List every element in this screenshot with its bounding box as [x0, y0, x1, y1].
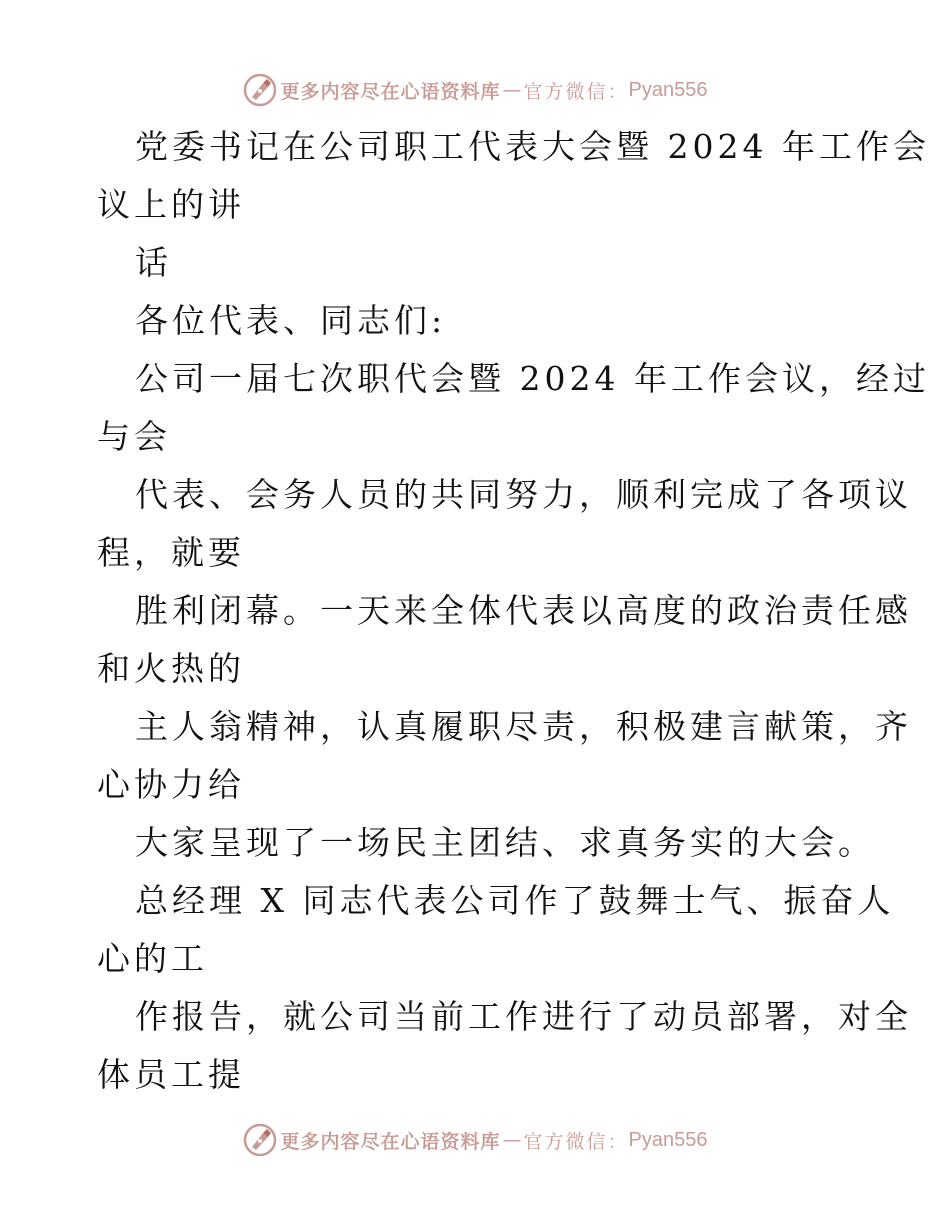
watermark-wechat-id: Pyan556: [628, 1128, 708, 1151]
pen-nib-logo-icon: [243, 1123, 277, 1157]
text-line: 主人翁精神，认真履职尽责，积极建言献策，齐: [135, 707, 912, 746]
watermark-wechat-id: Pyan556: [628, 78, 708, 101]
text-line: 心协力给: [97, 765, 245, 804]
watermark-wechat-label: 官方微信：: [523, 80, 629, 103]
text-line: 心的工: [97, 939, 208, 978]
watermark-brand: 更多内容尽在心语资料库: [280, 80, 501, 103]
pen-nib-logo-icon: [243, 73, 277, 107]
document-body: [97, 118, 930, 1104]
text-line: 议上的讲: [97, 185, 245, 224]
watermark-separator: —: [502, 79, 522, 101]
text-line: 与会: [97, 417, 171, 456]
text-line: 话: [135, 243, 172, 282]
text-line: 党委书记在公司职工代表大会暨 2024 年工作会: [135, 127, 930, 166]
text-line: 大家呈现了一场民主团结、求真务实的大会。: [135, 823, 875, 862]
watermark-footer: [0, 1120, 950, 1160]
text-line: 和火热的: [97, 649, 245, 688]
text-line: 作报告，就公司当前工作进行了动员部署，对全: [135, 997, 912, 1036]
text-line: 代表、会务人员的共同努力，顺利完成了各项议: [135, 475, 912, 514]
text-line: 胜利闭幕。一天来全体代表以高度的政治责任感: [135, 591, 912, 630]
watermark-brand: 更多内容尽在心语资料库: [280, 1130, 501, 1153]
text-line: 体员工提: [97, 1055, 245, 1094]
text-line: 公司一届七次职代会暨 2024 年工作会议，经过: [135, 359, 930, 398]
text-line: 各位代表、同志们:: [135, 301, 447, 340]
text-line: 程，就要: [97, 533, 245, 572]
watermark-separator: —: [502, 1129, 522, 1151]
watermark-wechat-label: 官方微信：: [523, 1130, 629, 1153]
watermark-header: [0, 70, 950, 110]
text-line: 总经理 X 同志代表公司作了鼓舞士气、振奋人: [135, 881, 895, 920]
